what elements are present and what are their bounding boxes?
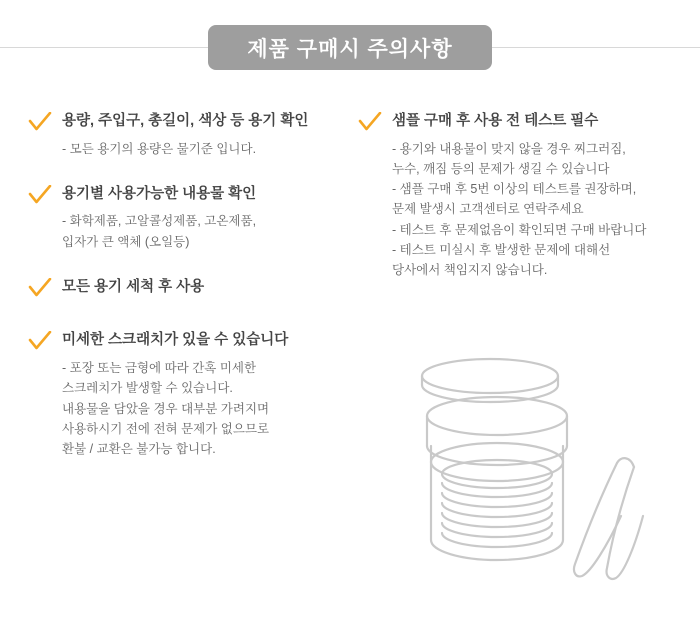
notice-detail-line: - 테스트 미실시 후 발생한 문제에 대해선: [392, 242, 611, 257]
page-title-text: 제품 구매시 주의사항: [247, 37, 453, 61]
check-icon: [28, 112, 52, 134]
divider-left: [0, 47, 208, 48]
notice-detail-line: 내용물을 담았을 경우 대부분 가려지며: [62, 401, 270, 416]
notice-detail-line: 누수, 깨짐 등의 문제가 생길 수 있습니다: [392, 161, 610, 176]
check-icon: [28, 185, 52, 207]
notice-detail-line: 스크레치가 발생할 수 있습니다.: [62, 381, 233, 396]
divider-right: [492, 47, 700, 48]
notice-item: [28, 185, 358, 252]
notice-detail-line: - 샘플 구매 후 5번 이상의 테스트를 권장하며,: [392, 182, 637, 197]
notice-detail-line: 당사에서 책임지지 않습니다.: [392, 263, 548, 278]
notice-detail-line: - 테스트 후 문제없음이 확인되면 구매 바랍니다: [392, 222, 647, 237]
notice-detail-line: 입자가 큰 액체 (오일등): [62, 234, 190, 249]
notice-heading: 모든 용기 세척 후 사용: [62, 278, 205, 295]
notice-detail-line: - 화학제품, 고알콜성제품, 고온제품,: [62, 214, 257, 229]
notice-item: [358, 112, 678, 280]
notice-detail-line: - 용기와 내용물이 맞지 않을 경우 찌그러짐,: [392, 141, 626, 156]
notice-detail-line: - 모든 용기의 용량은 물기준 입니다.: [62, 141, 257, 156]
notice-heading: 미세한 스크래치가 있을 수 있습니다: [62, 332, 289, 349]
notice-column-right: [358, 112, 678, 306]
jar-with-lid-and-tongs-illustration: [385, 350, 685, 600]
notice-detail: [62, 211, 358, 252]
notice-item: [28, 278, 358, 298]
notice-heading: 용량, 주입구, 총길이, 색상 등 용기 확인: [62, 113, 309, 129]
check-icon: [28, 278, 52, 300]
page-title: [208, 25, 492, 70]
notice-detail-line: 문제 발생시 고객센터로 연락주세요: [392, 202, 584, 217]
check-icon: [358, 112, 382, 134]
notice-detail: [62, 358, 358, 459]
notice-heading: 용기별 사용가능한 내용물 확인: [62, 185, 257, 202]
notice-detail-line: 사용하시기 전에 전혀 문제가 없으므로: [62, 421, 270, 436]
notice-detail-line: 환불 / 교환은 불가능 합니다.: [62, 442, 216, 456]
notice-detail: [62, 139, 358, 159]
notice-heading: 샘플 구매 후 사용 전 테스트 필수: [392, 113, 599, 129]
notice-item: [28, 331, 358, 459]
check-icon: [28, 331, 52, 353]
notice-detail: [392, 139, 678, 281]
notice-item: [28, 112, 358, 159]
notice-column-left: [28, 112, 358, 485]
notice-detail-line: - 포장 또는 금형에 따라 간혹 미세한: [62, 361, 257, 375]
